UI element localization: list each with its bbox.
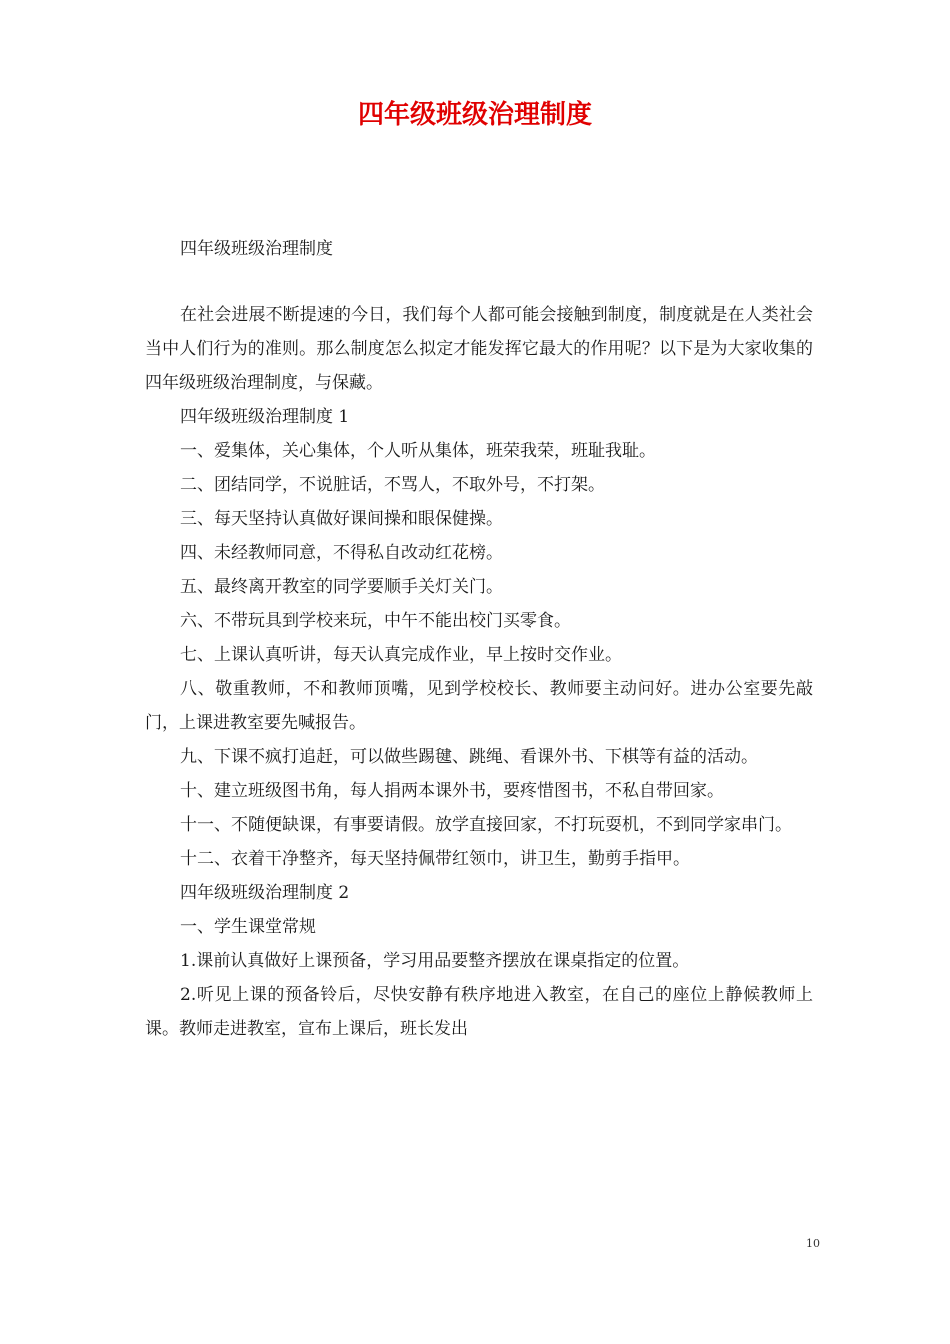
rule-item-11: 十一、不随便缺课，有事要请假。放学直接回家，不打玩耍机，不到同学家串门。 xyxy=(180,815,792,835)
paragraph-intro: 在社会进展不断提速的今日，我们每个人都可能会接触到制度，制度就是在人类社会当中人们行为的准则。那么制度怎么拟定才能发挥它最大的作用呢？以下是为大家收集的四年级班级治理制度，与保藏。 xyxy=(145,305,813,393)
document-body xyxy=(145,298,813,1046)
rule-item-6: 六、不带玩具到学校来玩，中午不能出校门买零食。 xyxy=(180,611,571,631)
section-heading-2: 四年级班级治理制度 2 xyxy=(180,883,350,903)
rule-item-3: 三、每天坚持认真做好课间操和眼保健操。 xyxy=(180,509,503,529)
document-title: 四年级班级治理制度 xyxy=(357,100,592,130)
numbered-item-1: 1.课前认真做好上课预备，学习用品要整齐摆放在课桌指定的位置。 xyxy=(180,951,690,971)
document-subtitle: 四年级班级治理制度 xyxy=(180,239,333,259)
numbered-item-2: 2.听见上课的预备铃后，尽快安静有秩序地进入教室，在自己的座位上静候教师上课。教师走进教室，宣布上课后，班长发出 xyxy=(145,985,813,1039)
rule-item-4: 四、未经教师同意，不得私自改动红花榜。 xyxy=(180,543,503,563)
rule-item-7: 七、上课认真听讲，每天认真完成作业，早上按时交作业。 xyxy=(180,645,622,665)
rule-item-8: 八、敬重教师，不和教师顶嘴，见到学校校长、教师要主动问好。进办公室要先敲门，上课进教室要先喊报告。 xyxy=(145,679,813,733)
rule-item-9: 九、下课不疯打追赶，可以做些踢毽、跳绳、看课外书、下棋等有益的活动。 xyxy=(180,747,758,767)
rule-item-5: 五、最终离开教室的同学要顺手关灯关门。 xyxy=(180,577,503,597)
subsection-heading: 一、学生课堂常规 xyxy=(180,917,316,937)
section-heading-1: 四年级班级治理制度 1 xyxy=(180,407,350,427)
rule-item-1: 一、爱集体，关心集体，个人听从集体，班荣我荣，班耻我耻。 xyxy=(180,441,656,461)
page-number: 10 xyxy=(806,1237,820,1250)
rule-item-2: 二、团结同学，不说脏话，不骂人，不取外号，不打架。 xyxy=(180,475,605,495)
rule-item-12: 十二、衣着干净整齐，每天坚持佩带红领巾，讲卫生，勤剪手指甲。 xyxy=(180,849,690,869)
rule-item-10: 十、建立班级图书角，每人捐两本课外书，要疼惜图书，不私自带回家。 xyxy=(180,781,724,801)
